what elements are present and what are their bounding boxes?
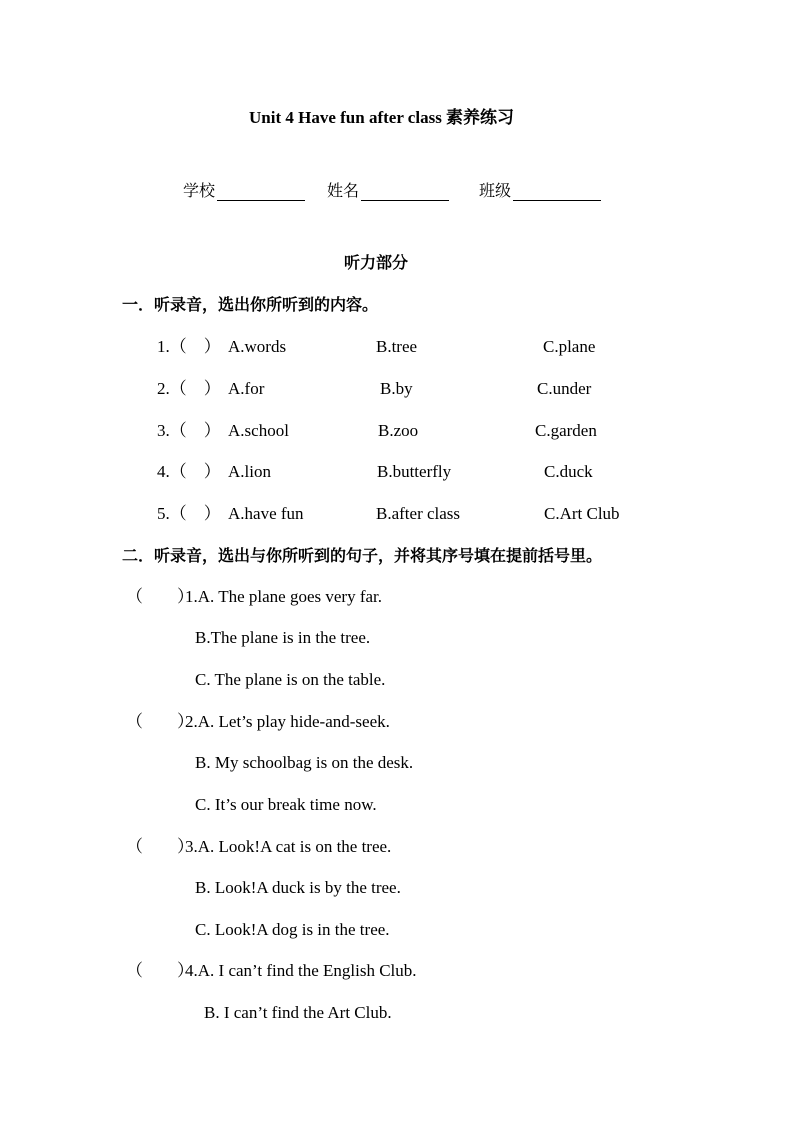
part1-item-number: 2.（ ）: [157, 379, 221, 398]
part2-heading: 二．听录音，选出与你所听到的句子，并将其序号填在提前括号里。: [122, 546, 603, 565]
class-blank[interactable]: [513, 184, 601, 201]
answer-paren[interactable]: （ ）: [126, 712, 194, 731]
question-option-b: B. My schoolbag is on the desk.: [195, 753, 414, 772]
school-label: 学校: [183, 181, 216, 200]
part1-option-c: C.duck: [544, 462, 593, 481]
part1-item-number: 3.（ ）: [157, 421, 221, 440]
question-option-a: 3.A. Look!A cat is on the tree.: [185, 837, 392, 856]
question-option-c: C. It’s our break time now.: [195, 795, 377, 814]
class-label: 班级: [479, 181, 512, 200]
part1-option-a: A.words: [228, 337, 287, 356]
part1-option-b: B.zoo: [378, 421, 419, 440]
part1-option-b: B.butterfly: [377, 462, 452, 481]
section-heading: 听力部分: [344, 253, 409, 272]
part1-item-number: 5.（ ）: [157, 504, 221, 523]
answer-paren[interactable]: （ ）: [126, 837, 194, 856]
question-option-a: 1.A. The plane goes very far.: [185, 587, 383, 606]
part1-item-number: 4.（ ）: [157, 462, 221, 481]
part1-item-number: 1.（ ）: [157, 337, 221, 356]
question-option-a: 4.A. I can’t find the English Club.: [185, 961, 417, 980]
part1-option-a: A.lion: [228, 462, 271, 481]
part1-option-c: C.garden: [535, 421, 597, 440]
part1-option-c: C.Art Club: [544, 504, 620, 523]
answer-paren[interactable]: （ ）: [126, 961, 194, 980]
part1-option-c: C.plane: [543, 337, 596, 356]
question-option-c: C. The plane is on the table.: [195, 670, 386, 689]
name-field: [327, 181, 449, 201]
question-option-b: B. Look!A duck is by the tree.: [195, 878, 401, 897]
question-option-b: B.The plane is in the tree.: [195, 628, 371, 647]
part1-option-b: B.tree: [376, 337, 418, 356]
part1-option-b: B.after class: [376, 504, 461, 523]
school-blank[interactable]: [217, 184, 305, 201]
name-blank[interactable]: [361, 184, 449, 201]
class-field: [479, 181, 601, 201]
question-option-a: 2.A. Let’s play hide-and-seek.: [185, 712, 390, 731]
answer-paren[interactable]: （ ）: [126, 587, 194, 606]
part1-option-c: C.under: [537, 379, 592, 398]
question-option-c: C. Look!A dog is in the tree.: [195, 920, 390, 939]
part1-option-a: A.have fun: [228, 504, 304, 523]
name-label: 姓名: [327, 181, 360, 200]
question-option-b: B. I can’t find the Art Club.: [204, 1003, 392, 1022]
part1-option-b: B.by: [380, 379, 413, 398]
page-title: Unit 4 Have fun after class 素养练习: [249, 108, 515, 127]
school-field: [183, 181, 305, 201]
part1-heading: 一．听录音，选出你所听到的内容。: [122, 295, 379, 314]
part1-option-a: A.for: [228, 379, 265, 398]
part1-option-a: A.school: [228, 421, 289, 440]
